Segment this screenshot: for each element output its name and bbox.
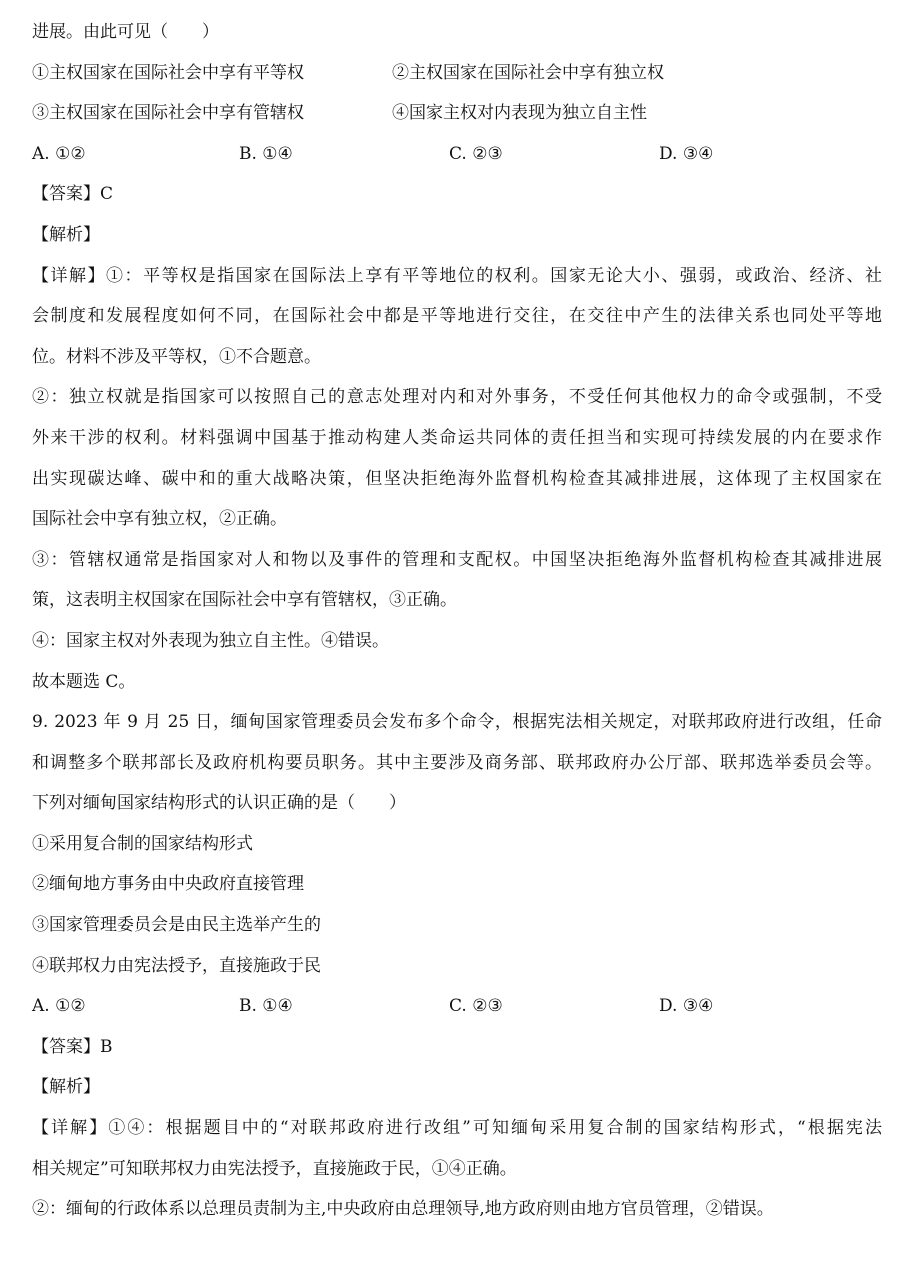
q8-option-b: B. ①④ — [239, 143, 293, 164]
q8-conclusion: 故本题选 C。 — [32, 671, 136, 692]
q8-answer: 【答案】C — [32, 184, 114, 205]
q8-detail-line: ③：管辖权通常是指国家对人和物以及事件的管理和支配权。中国坚决拒绝海外监督机构检查其减排进展 — [32, 549, 882, 570]
q9-statement-2: ②缅甸地方事务由中央政府直接管理 — [32, 874, 304, 895]
q8-statement-1: ①主权国家在国际社会中享有平等权 — [32, 62, 304, 83]
q9-statement-3: ③国家管理委员会是由民主选举产生的 — [32, 915, 321, 936]
q9-option-b: B. ①④ — [239, 996, 293, 1017]
q8-detail-line: 位。材料不涉及平等权，①不合题意。 — [32, 346, 321, 367]
q8-statement-3: ③主权国家在国际社会中享有管辖权 — [32, 103, 304, 124]
q9-detail-line: 【详解】①④：根据题目中的“对联邦政府进行改组”可知缅甸采用复合制的国家结构形式，“根据宪法 — [32, 1118, 882, 1139]
q8-detail-line: 出实现碳达峰、碳中和的重大战略决策，但坚决拒绝海外监督机构检查其减排进展，这体现了主权国家在 — [32, 468, 882, 489]
q9-detail-line: 相关规定”可知联邦权力由宪法授予，直接施政于民，①④正确。 — [32, 1158, 517, 1179]
q8-detail-line: ②：独立权就是指国家可以按照自己的意志处理对内和对外事务，不受任何其他权力的命令或强制，不受 — [32, 387, 882, 408]
q9-statement-1: ①采用复合制的国家结构形式 — [32, 833, 253, 854]
q8-detail-line: ④：国家主权对外表现为独立自主性。④错误。 — [32, 630, 389, 651]
q8-option-d: D. ③④ — [659, 143, 714, 164]
q9-analysis-label: 【解析】 — [32, 1077, 100, 1098]
q8-option-c: C. ②③ — [449, 143, 503, 164]
q8-statement-4: ④国家主权对内表现为独立自主性 — [392, 103, 647, 124]
q8-detail-line: 【详解】①：平等权是指国家在国际法上享有平等地位的权利。国家无论大小、强弱，或政治、经济、社 — [32, 265, 882, 286]
q9-option-c: C. ②③ — [449, 996, 503, 1017]
q9-stem-line: 和调整多个联邦部长及政府机构要员职务。其中主要涉及商务部、联邦政府办公厅部、联邦选举委员会等。 — [32, 752, 882, 773]
q8-detail-line: 策，这表明主权国家在国际社会中享有管辖权，③正确。 — [32, 590, 457, 611]
q9-option-d: D. ③④ — [659, 996, 714, 1017]
q8-options — [32, 134, 882, 175]
q8-detail-line: 国际社会中享有独立权，②正确。 — [32, 509, 287, 530]
q8-option-a: A. ①② — [32, 143, 86, 164]
document-page — [32, 0, 882, 1230]
q9-statement-4: ④联邦权力由宪法授予，直接施政于民 — [32, 955, 321, 976]
q8-analysis-label: 【解析】 — [32, 224, 100, 245]
q8-statement-row-2 — [32, 93, 882, 134]
q8-detail-line: 会制度和发展程度如何不同，在国际社会中都是平等地进行交往，在交往中产生的法律关系也同处平等地 — [32, 306, 882, 327]
q8-statement-2: ②主权国家在国际社会中享有独立权 — [392, 62, 664, 83]
q8-stem-tail: 进展。由此可见（ ） — [32, 22, 219, 42]
q8-detail-line: 外来干涉的权利。材料强调中国基于推动构建人类命运共同体的责任担当和实现可持续发展的内在要求作 — [32, 427, 882, 448]
q9-stem-line: 下列对缅甸国家结构形式的认识正确的是（ ） — [32, 793, 406, 814]
q9-options — [32, 986, 882, 1027]
q9-answer: 【答案】B — [32, 1036, 113, 1057]
q9-detail-line: ②：缅甸的行政体系以总理员责制为主,中央政府由总理领导,地方政府则由地方官员管理，②错误。 — [32, 1199, 774, 1220]
q9-stem-line: 9. 2023 年 9 月 25 日，缅甸国家管理委员会发布多个命令，根据宪法相关规定，对联邦政府进行改组，任命 — [32, 712, 882, 733]
q9-option-a: A. ①② — [32, 996, 86, 1017]
q8-statement-row-1 — [32, 53, 882, 94]
